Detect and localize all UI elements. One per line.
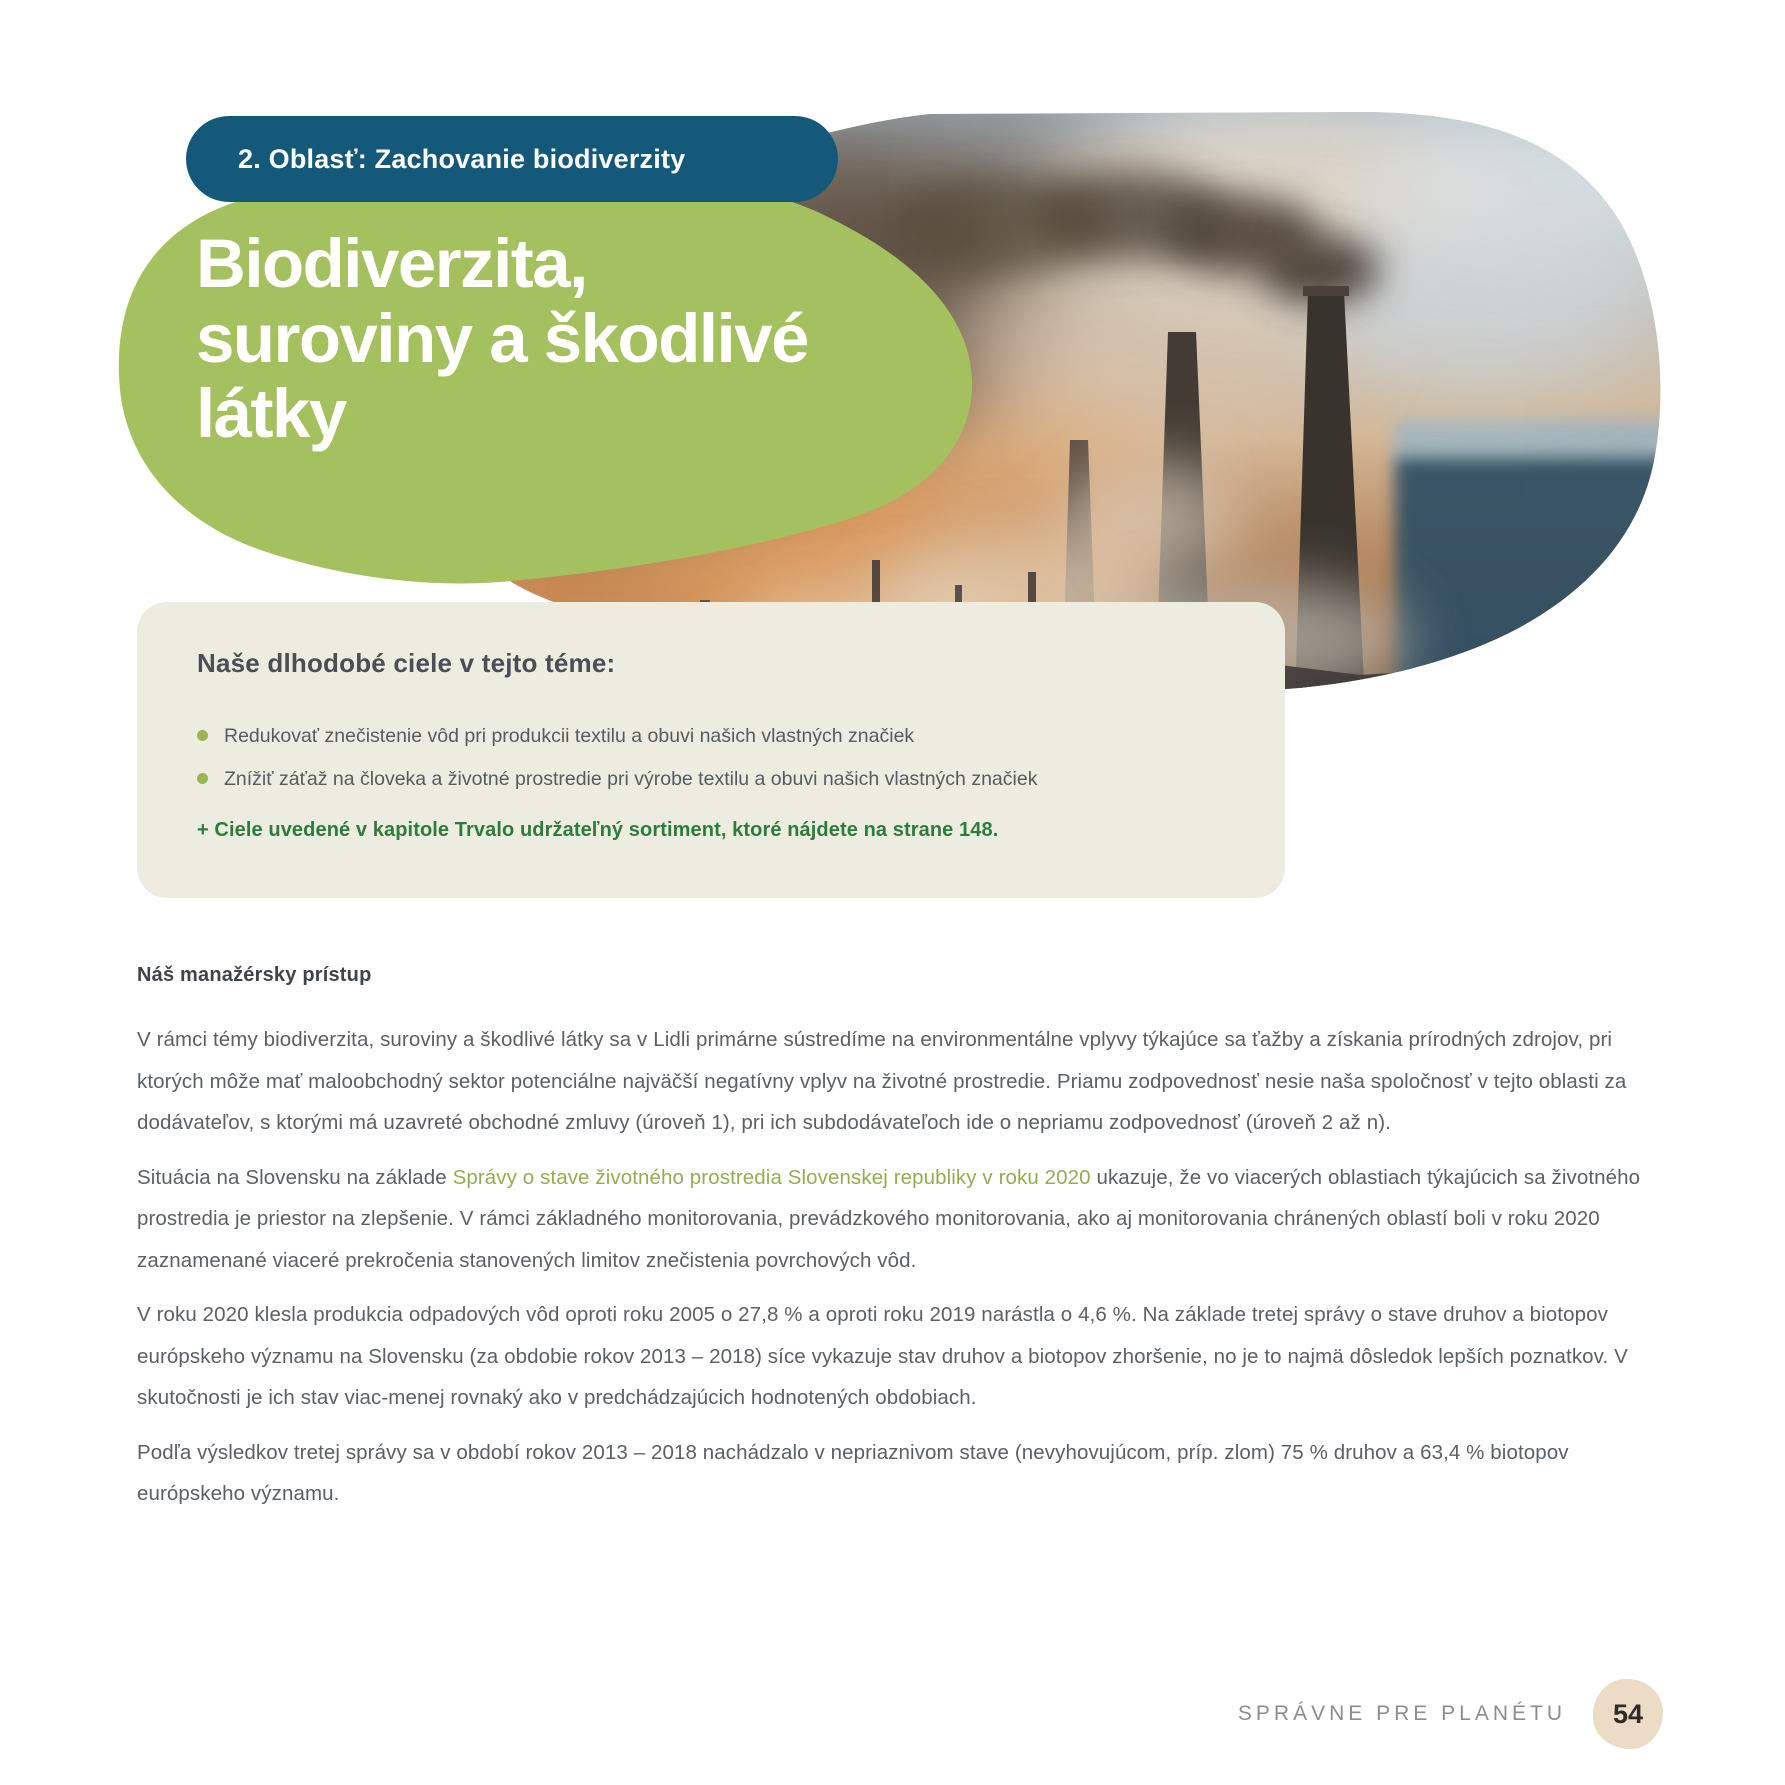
bullet-dot-icon — [197, 730, 208, 741]
management-approach-section — [137, 964, 1669, 1528]
page-title — [196, 226, 808, 451]
page-title-line-2: suroviny a škodlivé — [196, 300, 808, 377]
page-title-line-3: látky — [196, 375, 346, 452]
goal-item — [197, 723, 1225, 749]
section-heading: Náš manažérsky prístup — [137, 964, 372, 986]
environment-report-link[interactable]: Správy o stave životného prostredia Slovenskej republiky v roku 2020 — [452, 1165, 1091, 1189]
chapter-badge — [186, 116, 838, 202]
goal-item-text: Redukovať znečistenie vôd pri produkcii textilu a obuvi našich vlastných značiek — [224, 725, 915, 747]
paragraph-1: V rámci témy biodiverzita, suroviny a škodlivé látky sa v Lidli primárne sústredíme na environmentálne vplyvy týkajúce sa ťažby a získania prírodných zdrojov, pri ktorých môže mať maloobchodný sektor potenciálne najväčší negatívny vplyv na životné prostredie. Priamu zodpovednosť nesie naša spoločnosť v tejto oblasti za dodávateľov, s ktorými má uzavreté obchodné zmluvy (úroveň 1), pri ich subdodávateľoch ide o nepriamu zodpovednosť (úroveň 2 až n). — [137, 1028, 1627, 1134]
goals-chapter-note: + Ciele uvedené v kapitole Trvalo udržateľný sortiment, ktoré nájdete na strane 148. — [197, 819, 999, 841]
page-number-badge — [1593, 1679, 1663, 1749]
chapter-badge-label: 2. Oblasť: Zachovanie biodiverzity — [238, 143, 686, 174]
page-number: 54 — [1612, 1698, 1644, 1729]
footer-section-label: SPRÁVNE PRE PLANÉTU — [1237, 1702, 1566, 1725]
page-footer — [1238, 1678, 1663, 1750]
goals-list — [197, 723, 1225, 792]
paragraph-3: V roku 2020 klesla produkcia odpadových vôd oproti roku 2005 o 27,8 % a oproti roku 2019 narástla o 4,6 %. Na základe tretej správy o stave druhov a biotopov európskeho významu na Slovensku (za obdobie rokov 2013 – 2018) síce vykazuje stav druhov a biotopov zhoršenie, no je to najmä dôsledok lepších poznatkov. V skutočnosti je ich stav viac-menej rovnaký ako v predchádzajúcich hodnotených obdobiach. — [137, 1303, 1628, 1409]
paragraph-4: Podľa výsledkov tretej správy sa v období rokov 2013 – 2018 nachádzalo v nepriaznivom stave (nevyhovujúcom, príp. zlom) 75 % druhov a 63,4 % biotopov európskeho významu. — [137, 1440, 1569, 1505]
goals-box — [137, 602, 1285, 898]
goal-item-text: Znížiť záťaž na človeka a životné prostredie pri výrobe textilu a obuvi našich vlastných značiek — [224, 768, 1038, 790]
goal-item — [197, 766, 1225, 792]
bullet-dot-icon — [197, 773, 208, 784]
paragraph-2 — [137, 1157, 1669, 1282]
page-title-line-1: Biodiverzita, — [196, 225, 587, 302]
paragraph-2-suffix: ukazuje, že vo viacerých oblastiach týkajúcich sa životného prostredia je priestor na zlepšenie. V rámci základného monitorovania, prevádzkového monitorovania, ako aj monitorovania chránených oblastí boli v roku 2020 zaznamenané viaceré prekročenia stanovených limitov znečistenia povrchových vôd. — [137, 1165, 1641, 1272]
goals-heading: Naše dlhodobé ciele v tejto téme: — [197, 648, 616, 678]
paragraph-2-prefix: Situácia na Slovensku na základe — [137, 1165, 453, 1189]
